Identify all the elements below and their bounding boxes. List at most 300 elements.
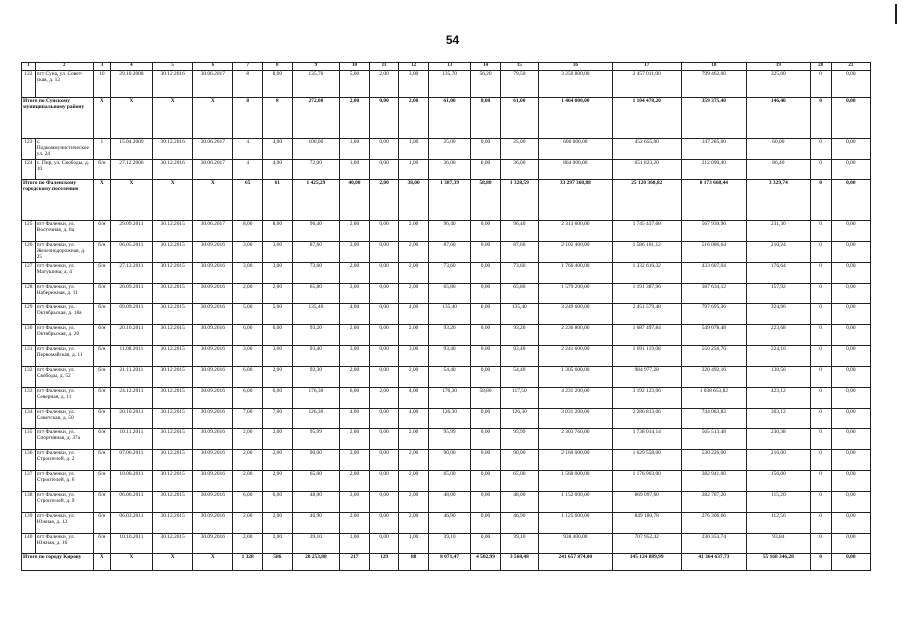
table-cell: 0,00	[471, 138, 501, 159]
table-cell: 72,00	[292, 159, 340, 180]
table-cell: 2,00	[369, 180, 399, 221]
column-header: 14	[471, 63, 501, 71]
table-cell: 93,40	[292, 346, 340, 367]
table-cell: 54,40	[428, 366, 470, 387]
table-cell: 30.09.2016	[193, 241, 233, 262]
row-number: 139	[22, 512, 36, 533]
table-cell: 30.12.2015	[153, 429, 193, 450]
total-row	[22, 98, 871, 139]
table-cell: 117,50	[500, 387, 538, 408]
table-cell: 0	[810, 241, 831, 262]
table-cell: 2,00	[340, 366, 370, 387]
table-cell: X	[193, 98, 233, 139]
total-label: Итого по Сунскому муниципальному району	[22, 98, 94, 139]
column-header: 2	[35, 63, 93, 71]
table-cell: 6,00	[263, 387, 293, 408]
table-cell: 3 192 123,06	[612, 387, 681, 408]
table-cell: б/н	[93, 241, 110, 262]
table-cell: 0,00	[831, 346, 870, 367]
table-cell: 8,00	[263, 220, 293, 241]
table-cell: 0,00	[369, 241, 399, 262]
column-header: 3	[93, 63, 110, 71]
address-cell: пгт Фаленки, ул. Октябрьская, д. 18а	[35, 304, 93, 325]
table-cell: 2,00	[233, 450, 263, 471]
table-cell: 0,00	[831, 159, 870, 180]
table-cell: 2,00	[263, 429, 293, 450]
table-cell: 0,00	[369, 159, 399, 180]
table-cell: 231,36	[747, 220, 810, 241]
table-cell: 0	[810, 283, 831, 304]
table-cell: 7,00	[233, 408, 263, 429]
table-cell: 0	[810, 450, 831, 471]
table-cell: 0,00	[471, 491, 501, 512]
table-cell: 6,00	[233, 366, 263, 387]
table-cell: 0,00	[369, 138, 399, 159]
table-cell: 30.12.2015	[153, 366, 193, 387]
table-cell: 30.12.2015	[153, 512, 193, 533]
table-cell: 90,00	[500, 450, 538, 471]
table-row	[22, 408, 871, 429]
table-cell: 217	[340, 554, 370, 571]
table-cell: 2 160 000,00	[538, 450, 612, 471]
total-label: Итого по городу Кирову	[22, 554, 94, 571]
table-cell: 230,38	[747, 429, 810, 450]
table-cell: 129	[369, 554, 399, 571]
table-cell: 0,00	[471, 304, 501, 325]
table-cell: 0,00	[471, 98, 501, 139]
table-cell: 2,00	[399, 491, 429, 512]
table-cell: 0,00	[831, 325, 870, 346]
table-cell: 29.09.2011	[110, 220, 152, 241]
total-label: Итого по Фаленскому городскому поселению	[22, 180, 94, 221]
table-cell: б/н	[93, 512, 110, 533]
table-cell: 4,00	[340, 304, 370, 325]
table-cell: 3,00	[233, 241, 263, 262]
table-cell: 4	[233, 159, 263, 180]
table-cell: 433 607,04	[681, 262, 747, 283]
address-cell: пгт Фаленки, ул. Строителей, д. 6	[35, 471, 93, 492]
table-cell: 600 000,00	[538, 138, 612, 159]
table-cell: 20.10.2011	[110, 325, 152, 346]
address-cell: пгт Фаленки, ул. Южная, д. 16	[35, 533, 93, 554]
table-cell: б/н	[93, 366, 110, 387]
table-cell: 65,00	[500, 471, 538, 492]
row-number: 140	[22, 533, 36, 554]
table-row	[22, 159, 871, 180]
row-number: 135	[22, 429, 36, 450]
table-cell: 8 071,47	[428, 554, 470, 571]
column-header: 7	[233, 63, 263, 71]
table-cell: 90,00	[428, 450, 470, 471]
table-cell: 0,00	[831, 138, 870, 159]
table-cell: 30.12.2015	[153, 325, 193, 346]
table-cell: 87,60	[500, 241, 538, 262]
table-cell: 65,80	[500, 283, 538, 304]
table-cell: 4,00	[263, 138, 293, 159]
table-cell: 30.06.2017	[193, 159, 233, 180]
table-cell: 30.12.2015	[153, 241, 193, 262]
table-cell: 2,00	[399, 512, 429, 533]
table-cell: 2 102 400,00	[538, 241, 612, 262]
table-row	[22, 429, 871, 450]
table-cell: X	[93, 180, 110, 221]
table-cell: 30.12.2015	[153, 262, 193, 283]
table-cell: 30.09.2016	[193, 450, 233, 471]
table-cell: 135,40	[500, 304, 538, 325]
table-cell: 2,00	[399, 262, 429, 283]
table-cell: X	[153, 554, 193, 571]
table-cell: 112,56	[747, 512, 810, 533]
table-cell: 2,00	[399, 283, 429, 304]
column-header: 11	[369, 63, 399, 71]
table-cell: 40,00	[340, 180, 370, 221]
table-cell: 90,00	[292, 450, 340, 471]
table-cell: 2,00	[340, 491, 370, 512]
table-cell: 33 297 360,88	[538, 180, 612, 221]
table-cell: 25,00	[428, 138, 470, 159]
table-cell: 39,10	[428, 533, 470, 554]
table-cell: 0,00	[369, 366, 399, 387]
table-cell: 0	[810, 491, 831, 512]
table-cell: 984 977,28	[612, 366, 681, 387]
table-cell: 0,00	[369, 346, 399, 367]
address-cell: пгт Фаленки, ул. Матушина, д. 4	[35, 262, 93, 283]
table-cell: 25 120 360,82	[612, 180, 681, 221]
table-cell: 73,60	[500, 262, 538, 283]
table-cell: 61,00	[500, 98, 538, 139]
table-cell: 0,00	[831, 241, 870, 262]
column-header: 10	[340, 63, 370, 71]
table-cell: 0,00	[369, 491, 399, 512]
table-cell: 0,00	[831, 98, 870, 139]
table-cell: 1 125 600,00	[538, 512, 612, 533]
address-cell: пгт Фаленки, ул. Спортивная, д. 37а	[35, 429, 93, 450]
table-cell: 60,00	[747, 138, 810, 159]
table-cell: 0,00	[831, 491, 870, 512]
row-number: 129	[22, 304, 36, 325]
table-cell: 1 738 014,14	[612, 429, 681, 450]
table-cell: 0	[810, 429, 831, 450]
table-cell: 0	[810, 408, 831, 429]
table-cell: 2,00	[369, 70, 399, 97]
table-cell: 0,00	[831, 429, 870, 450]
table-cell: 550 256,76	[681, 346, 747, 367]
table-cell: 29.10.2008	[110, 70, 152, 97]
table-cell: 54,40	[500, 366, 538, 387]
table-cell: 93,20	[428, 325, 470, 346]
table-cell: 20.09.2011	[110, 283, 152, 304]
table-cell: 2,00	[340, 450, 370, 471]
table-row	[22, 450, 871, 471]
table-cell: 30.12.2015	[153, 533, 193, 554]
column-header: 17	[612, 63, 681, 71]
table-cell: б/н	[93, 220, 110, 241]
table-cell: 0,00	[831, 450, 870, 471]
table-cell: б/н	[93, 533, 110, 554]
table-cell: 30.09.2016	[193, 325, 233, 346]
column-header: 8	[263, 63, 293, 71]
table-cell: X	[110, 98, 152, 139]
table-cell: 869 097,60	[612, 491, 681, 512]
table-cell: 0,00	[369, 408, 399, 429]
table-cell: 530 226,00	[681, 450, 747, 471]
table-cell: 0,00	[471, 220, 501, 241]
table-cell: 8,00	[233, 220, 263, 241]
table-cell: 79,50	[500, 70, 538, 97]
table-cell: 3,00	[233, 346, 263, 367]
table-cell: 3 249 600,00	[538, 304, 612, 325]
table-cell: 325,00	[747, 70, 810, 97]
table-cell: 0	[810, 533, 831, 554]
table-cell: 4 231 200,00	[538, 387, 612, 408]
table-cell: 744 083,82	[681, 408, 747, 429]
table-cell: 30.09.2016	[193, 491, 233, 512]
table-cell: 38,00	[399, 180, 429, 221]
table-cell: 0	[810, 262, 831, 283]
table-cell: 4,00	[399, 387, 429, 408]
table-cell: 586	[263, 554, 293, 571]
table-cell: 73,60	[428, 262, 470, 283]
table-cell: 30.09.2016	[193, 283, 233, 304]
table-cell: 1,00	[399, 159, 429, 180]
table-cell: 30.12.2015	[153, 304, 193, 325]
table-cell: 1 387,39	[428, 180, 470, 221]
table-cell: 96,40	[500, 220, 538, 241]
table-cell: 565 513,48	[681, 429, 747, 450]
table-cell: 135,40	[428, 304, 470, 325]
table-cell: 0,00	[471, 159, 501, 180]
table-cell: X	[93, 554, 110, 571]
scan-edge-mark	[895, 4, 897, 24]
address-cell: пгт Фаленки, ул. Первомайская, д. 11	[35, 346, 93, 367]
table-cell: 86,40	[747, 159, 810, 180]
table-cell: б/н	[93, 408, 110, 429]
table-cell: 10.10.2011	[110, 533, 152, 554]
table-cell: 2,00	[340, 220, 370, 241]
table-cell: 21.11.2011	[110, 366, 152, 387]
table-cell: 1 332 616,32	[612, 262, 681, 283]
table-cell: 0	[810, 471, 831, 492]
table-cell: 30.06.2017	[193, 70, 233, 97]
table-cell: 176,30	[292, 387, 340, 408]
table-cell: 5,00	[233, 304, 263, 325]
table-cell: 100,00	[292, 138, 340, 159]
table-cell: 864 000,00	[538, 159, 612, 180]
table-cell: 3,00	[399, 346, 429, 367]
table-cell: 135,70	[428, 70, 470, 97]
table-cell: 0,00	[831, 220, 870, 241]
table-cell: 93,20	[292, 325, 340, 346]
table-cell: 6,00	[263, 325, 293, 346]
table-cell: 93,40	[428, 346, 470, 367]
table-cell: 423,12	[747, 387, 810, 408]
table-cell: 46,90	[292, 512, 340, 533]
table-cell: 0	[810, 346, 831, 367]
table-cell: 30.06.2017	[193, 220, 233, 241]
table-cell: 324,96	[747, 304, 810, 325]
table-cell: 30.09.2016	[193, 533, 233, 554]
table-cell: 2,00	[399, 450, 429, 471]
table-cell: 65	[233, 180, 263, 221]
table-cell: 30.09.2016	[193, 429, 233, 450]
table-cell: 2,00	[399, 366, 429, 387]
column-header: 13	[428, 63, 470, 71]
table-cell: 30.12.2016	[153, 159, 193, 180]
table-cell: 130,56	[747, 366, 810, 387]
table-cell: 93,20	[500, 325, 538, 346]
address-cell: пгт Фаленки, ул. Железнодорожная, д. 25	[35, 241, 93, 262]
table-cell: 0,00	[471, 533, 501, 554]
table-cell: 24.12.2011	[110, 387, 152, 408]
table-cell: 1 579 200,00	[538, 283, 612, 304]
table-cell: 0	[810, 554, 831, 571]
table-cell: б/н	[93, 387, 110, 408]
table-cell: б/н	[93, 491, 110, 512]
table-cell: 2,00	[263, 450, 293, 471]
table-cell: 0,00	[369, 533, 399, 554]
table-cell: 8,00	[263, 70, 293, 97]
table-cell: б/н	[93, 471, 110, 492]
table-cell: 2,00	[340, 283, 370, 304]
table-cell: 0,00	[369, 262, 399, 283]
table-cell: 06.05.2011	[110, 241, 152, 262]
table-cell: 452 655,00	[612, 138, 681, 159]
table-cell: 1 191 387,96	[612, 283, 681, 304]
table-cell: 30.09.2016	[193, 304, 233, 325]
table-cell: 10	[93, 70, 110, 97]
table-cell: X	[110, 180, 152, 221]
table-cell: 30.12.2015	[153, 283, 193, 304]
table-cell: 3,00	[233, 262, 263, 283]
table-cell: 30.09.2016	[193, 512, 233, 533]
table-row	[22, 325, 871, 346]
table-cell: 707 952,42	[612, 533, 681, 554]
table-cell: 2,00	[340, 471, 370, 492]
table-cell: 65,00	[428, 471, 470, 492]
row-number: 124	[22, 159, 36, 180]
table-cell: 157,92	[747, 283, 810, 304]
table-cell: 93,40	[500, 346, 538, 367]
table-cell: 2 241 600,00	[538, 346, 612, 367]
table-cell: 5,00	[263, 304, 293, 325]
table-cell: 2 236 800,00	[538, 325, 612, 346]
table-cell: 1,00	[340, 159, 370, 180]
table-cell: 126,30	[500, 408, 538, 429]
row-number: 134	[22, 408, 36, 429]
row-number: 138	[22, 491, 36, 512]
table-cell: 224,16	[747, 346, 810, 367]
table-cell: 230 353,74	[681, 533, 747, 554]
table-cell: 0,00	[369, 283, 399, 304]
table-cell: X	[153, 180, 193, 221]
table-cell: 1 038 653,82	[681, 387, 747, 408]
table-cell: б/н	[93, 429, 110, 450]
table-row	[22, 491, 871, 512]
table-cell: 147 285,00	[681, 138, 747, 159]
table-cell: 3 329,74	[747, 180, 810, 221]
table-cell: 1 691 119,08	[612, 346, 681, 367]
table-cell: 39,10	[500, 533, 538, 554]
table-cell: 3,00	[399, 70, 429, 97]
table-cell: 48,00	[292, 491, 340, 512]
table-row	[22, 241, 871, 262]
table-cell: 6,00	[263, 491, 293, 512]
row-number: 128	[22, 283, 36, 304]
table-cell: 0,00	[831, 262, 870, 283]
row-number: 127	[22, 262, 36, 283]
row-number: 130	[22, 325, 36, 346]
table-cell: 223,68	[747, 325, 810, 346]
table-cell: 27.12.2011	[110, 262, 152, 283]
table-cell: б/н	[93, 283, 110, 304]
table-row	[22, 346, 871, 367]
address-cell: пгт Фаленки, ул. Свободы, д. 52	[35, 366, 93, 387]
table-cell: 0	[810, 98, 831, 139]
row-number: 132	[22, 366, 36, 387]
table-cell: 0,00	[369, 325, 399, 346]
table-cell: 58,80	[471, 180, 501, 221]
table-cell: 212 090,40	[681, 159, 747, 180]
column-header: 19	[747, 63, 810, 71]
table-cell: 0	[810, 325, 831, 346]
table-cell: 2,00	[340, 325, 370, 346]
table-cell: 25,00	[500, 138, 538, 159]
table-cell: 46,90	[500, 512, 538, 533]
table-cell: 0,00	[471, 408, 501, 429]
table-cell: 1 560 000,00	[538, 471, 612, 492]
address-cell: пгт Фаленки, ул. Южная, д. 12	[35, 512, 93, 533]
table-cell: 6,00	[340, 387, 370, 408]
table-cell: 0,00	[369, 512, 399, 533]
table-cell: 1 425,29	[292, 180, 340, 221]
table-cell: 30.12.2015	[153, 346, 193, 367]
table-cell: 7,00	[263, 408, 293, 429]
table-cell: 3 568,48	[500, 554, 538, 571]
table-cell: 938 400,00	[538, 533, 612, 554]
table-cell: 0,00	[471, 471, 501, 492]
table-cell: 2,00	[399, 98, 429, 139]
table-cell: 1,00	[340, 138, 370, 159]
table-cell: 2,00	[263, 512, 293, 533]
table-cell: 65,00	[292, 471, 340, 492]
table-cell: 282 787,20	[681, 491, 747, 512]
table-cell: 0	[810, 138, 831, 159]
table-cell: 30.09.2016	[193, 471, 233, 492]
table-cell: 145 124 889,99	[612, 554, 681, 571]
table-cell: 2,00	[340, 429, 370, 450]
table-cell: 36,00	[428, 159, 470, 180]
table-row	[22, 70, 871, 97]
table-cell: 3,00	[340, 346, 370, 367]
table-cell: 0,00	[831, 387, 870, 408]
table-cell: 0	[810, 220, 831, 241]
address-cell: пгт Фаленки, ул. Восточная, д. 8а	[35, 220, 93, 241]
table-cell: 96,40	[428, 220, 470, 241]
table-cell: 0,00	[369, 98, 399, 139]
table-cell: 1,00	[399, 138, 429, 159]
table-cell: 92,30	[292, 366, 340, 387]
table-cell: X	[153, 98, 193, 139]
table-cell: 6,00	[233, 491, 263, 512]
table-cell: 07.06.2011	[110, 450, 152, 471]
table-cell: 95,99	[500, 429, 538, 450]
table-cell: 2,00	[399, 471, 429, 492]
table-cell: 3,00	[263, 262, 293, 283]
table-cell: 2,00	[233, 512, 263, 533]
table-cell: 61	[263, 180, 293, 221]
table-cell: 0,00	[471, 241, 501, 262]
row-number: 125	[22, 220, 36, 241]
